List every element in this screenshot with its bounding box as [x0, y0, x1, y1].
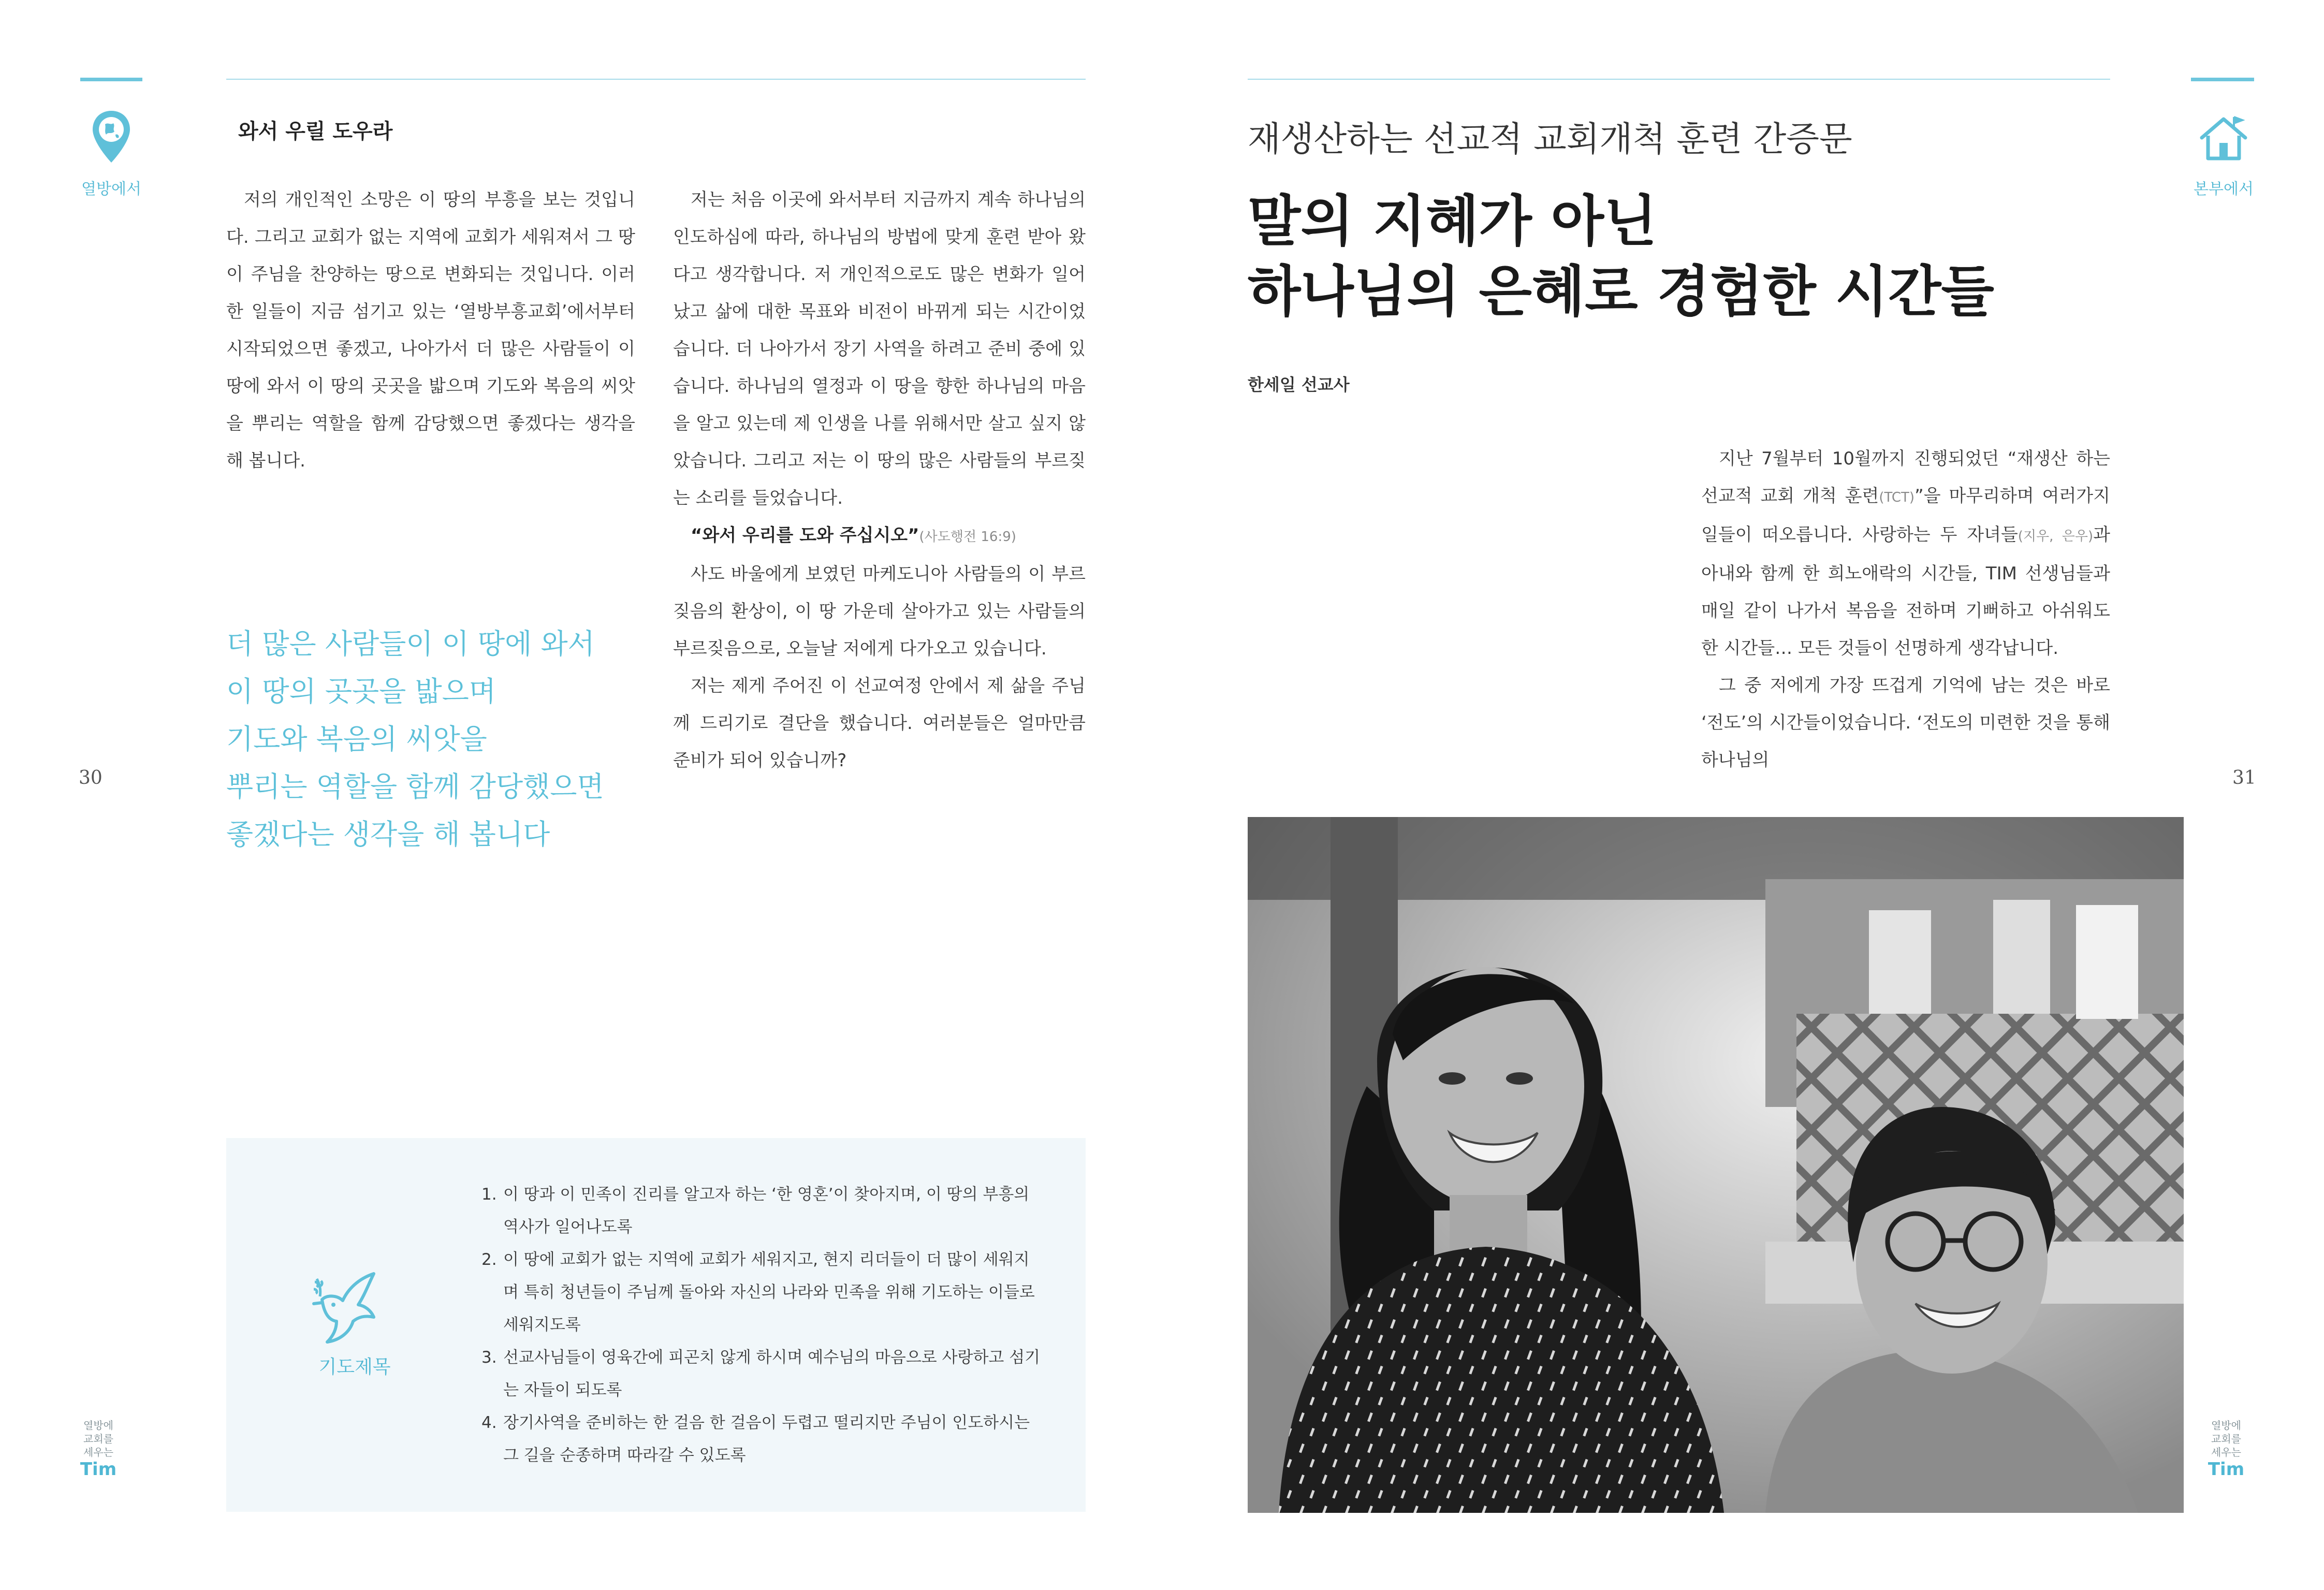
prayer-item-number: 1.: [481, 1185, 497, 1204]
photo-illustration: [1248, 817, 2184, 1513]
paragraph: 사도 바울에게 보였던 마케도니아 사람들의 이 부르짖음의 환상이, 이 땅 가운데 살아가고 있는 사람들의 부르짖음으로, 오늘날 저에게 다가오고 있습니다.: [673, 564, 1086, 659]
page-number: 30: [79, 767, 103, 789]
tim-logo: Tim: [80, 1459, 117, 1480]
pull-quote-line: 이 땅의 곳곳을 밟으며: [226, 675, 496, 708]
text-run: ”을 마무리하며 여러가지 일들이 떠오릅니다. 사랑하는 두 자녀들: [1701, 486, 2110, 545]
pull-quote-line: 더 많은 사람들이 이 땅에 와서: [226, 628, 595, 660]
footer-logo-line: 세우는: [2211, 1446, 2241, 1458]
section-heading: 와서 우릴 도우라: [238, 119, 393, 143]
paragraph: 그 중 저에게 가장 뜨겁게 기억에 남는 것은 바로 ‘전도’의 시간들이었습니다. ‘전도의 미련한 것을 통해 하나님의: [1701, 675, 2110, 770]
footer-logo: [72, 1419, 124, 1480]
body-column-1: [226, 181, 635, 479]
prayer-item-text: 이 땅에 교회가 없는 지역에 교회가 세워지고, 현지 리더들이 더 많이 세워지며 특히 청년들이 주님께 돌아와 자신의 나라와 민족을 위해 기도하는 이들로 세워지도록: [503, 1250, 1035, 1334]
prayer-item: [481, 1178, 1041, 1244]
title-line: 하나님의 은혜로 경험한 시간들: [1248, 260, 1994, 324]
pull-quote-line: 좋겠다는 생각을 해 봅니다: [226, 818, 550, 851]
body-column-2: [673, 181, 1086, 779]
right-accent-rule: [2191, 78, 2254, 81]
prayer-list: [481, 1178, 1041, 1472]
section-label: 열방에서: [81, 180, 141, 198]
article-author: 한세일 선교사: [1248, 375, 1350, 395]
house-icon: [2198, 115, 2249, 163]
text-note: (TCT): [1879, 490, 1915, 505]
left-accent-rule: [80, 78, 142, 81]
paragraph: [1701, 440, 2110, 667]
prayer-item: [481, 1244, 1041, 1341]
dove-icon: [306, 1263, 389, 1351]
left-top-rule: [226, 79, 1086, 80]
prayer-item-text: 이 땅과 이 민족이 진리를 알고자 하는 ‘한 영혼’이 찾아지며, 이 땅의 부흥의 역사가 일어나도록: [503, 1185, 1030, 1236]
prayer-item-text: 장기사역을 준비하는 한 걸음 한 걸음이 두렵고 떨리지만 주님이 인도하시는 그 길을 순종하며 따라갈 수 있도록: [503, 1413, 1030, 1465]
text-note: (지우, 은우): [2018, 529, 2094, 544]
footer-logo-line: 교회를: [2211, 1433, 2241, 1445]
text-run: 과 아내와 함께 한 희노애락의 시간들, TIM 선생님들과 매일 같이 나가서 복음을 전하며 기뻐하고 아쉬워도 한 시간들… 모든 것들이 선명하게 생각납니다.: [1701, 524, 2110, 659]
prayer-item-number: 3.: [481, 1348, 497, 1367]
footer-logo-line: 교회를: [83, 1433, 113, 1445]
pull-quote-line: 뿌리는 역할을 함께 감당했으면: [226, 770, 604, 803]
footer-logo: [2200, 1419, 2252, 1480]
prayer-item: [481, 1341, 1041, 1407]
title-line: 말의 지혜가 아닌: [1248, 189, 1657, 253]
pull-quote: [226, 620, 604, 858]
footer-logo-line: 열방에: [2211, 1419, 2241, 1432]
prayer-item-number: 4.: [481, 1413, 497, 1432]
article-kicker: 재생산하는 선교적 교회개척 훈련 간증문: [1248, 119, 1852, 159]
paragraph: 저는 제게 주어진 이 선교여정 안에서 제 삶을 주님께 드리기로 결단을 했습니다. 여러분들은 얼마만큼 준비가 되어 있습니까?: [673, 676, 1086, 771]
article-photo: [1248, 817, 2184, 1513]
quote-text: “와서 우리를 도와 주십시오”: [691, 525, 919, 546]
paragraph: 저는 처음 이곳에 와서부터 지금까지 계속 하나님의 인도하심에 따라, 하나님의 방법에 맞게 훈련 받아 왔다고 생각합니다. 저 개인적으로도 많은 변화가 일어났고 삶에 대한 목표와 비전이 바뀌게 되는 시간이었습니다. 더 나아가서 장기 사역을 하려고 준비 중에 있습니다. 하나님의 열정과 이 땅을 향한 하나님의 마음을 알고 있는데 제 인생을 나를 위해서만 살고 싶지 않았습니다. 그리고 저는 이 땅의 많은 사람들의 부르짖는 소리를 들었습니다.: [673, 189, 1086, 508]
prayer-item-number: 2.: [481, 1250, 497, 1269]
text-run: 지난 7월부터 10월까지 진행되었던 “재생산 하는 선교적 교회 개척 훈련: [1701, 448, 2110, 506]
footer-logo-line: 세우는: [83, 1446, 113, 1458]
right-top-rule: [1248, 79, 2110, 80]
prayer-item: [481, 1407, 1041, 1472]
scripture-quote: [673, 517, 1086, 556]
page-number: 31: [2232, 767, 2256, 789]
section-label: 본부에서: [2194, 180, 2254, 198]
paragraph: 저의 개인적인 소망은 이 땅의 부흥을 보는 것입니다. 그리고 교회가 없는 지역에 교회가 세워져서 그 땅이 주님을 찬양하는 땅으로 변화되는 것입니다. 이러한 일들이 지금 섬기고 있는 ‘열방부흥교회’에서부터 시작되었으면 좋겠고, 나아가서 더 많은 사람들이 이 땅에 와서 이 땅의 곳곳을 밟으며 기도와 복음의 씨앗을 뿌리는 역할을 함께 감당했으면 좋겠다는 생각을 해 봅니다.: [226, 189, 635, 471]
pull-quote-line: 기도와 복음의 씨앗을: [226, 723, 487, 755]
footer-logo-line: 열방에: [83, 1419, 113, 1432]
article-title: [1248, 186, 1994, 327]
prayer-item-text: 선교사님들이 영육간에 피곤치 않게 하시며 예수님의 마음으로 사랑하고 섬기는 자들이 되도록: [503, 1348, 1041, 1399]
globe-pin-icon: [91, 109, 132, 166]
quote-reference: (사도행전 16:9): [919, 529, 1016, 545]
tim-logo: Tim: [2208, 1459, 2245, 1480]
article-body: [1701, 440, 2110, 779]
prayer-box-label: 기도제목: [318, 1356, 391, 1378]
